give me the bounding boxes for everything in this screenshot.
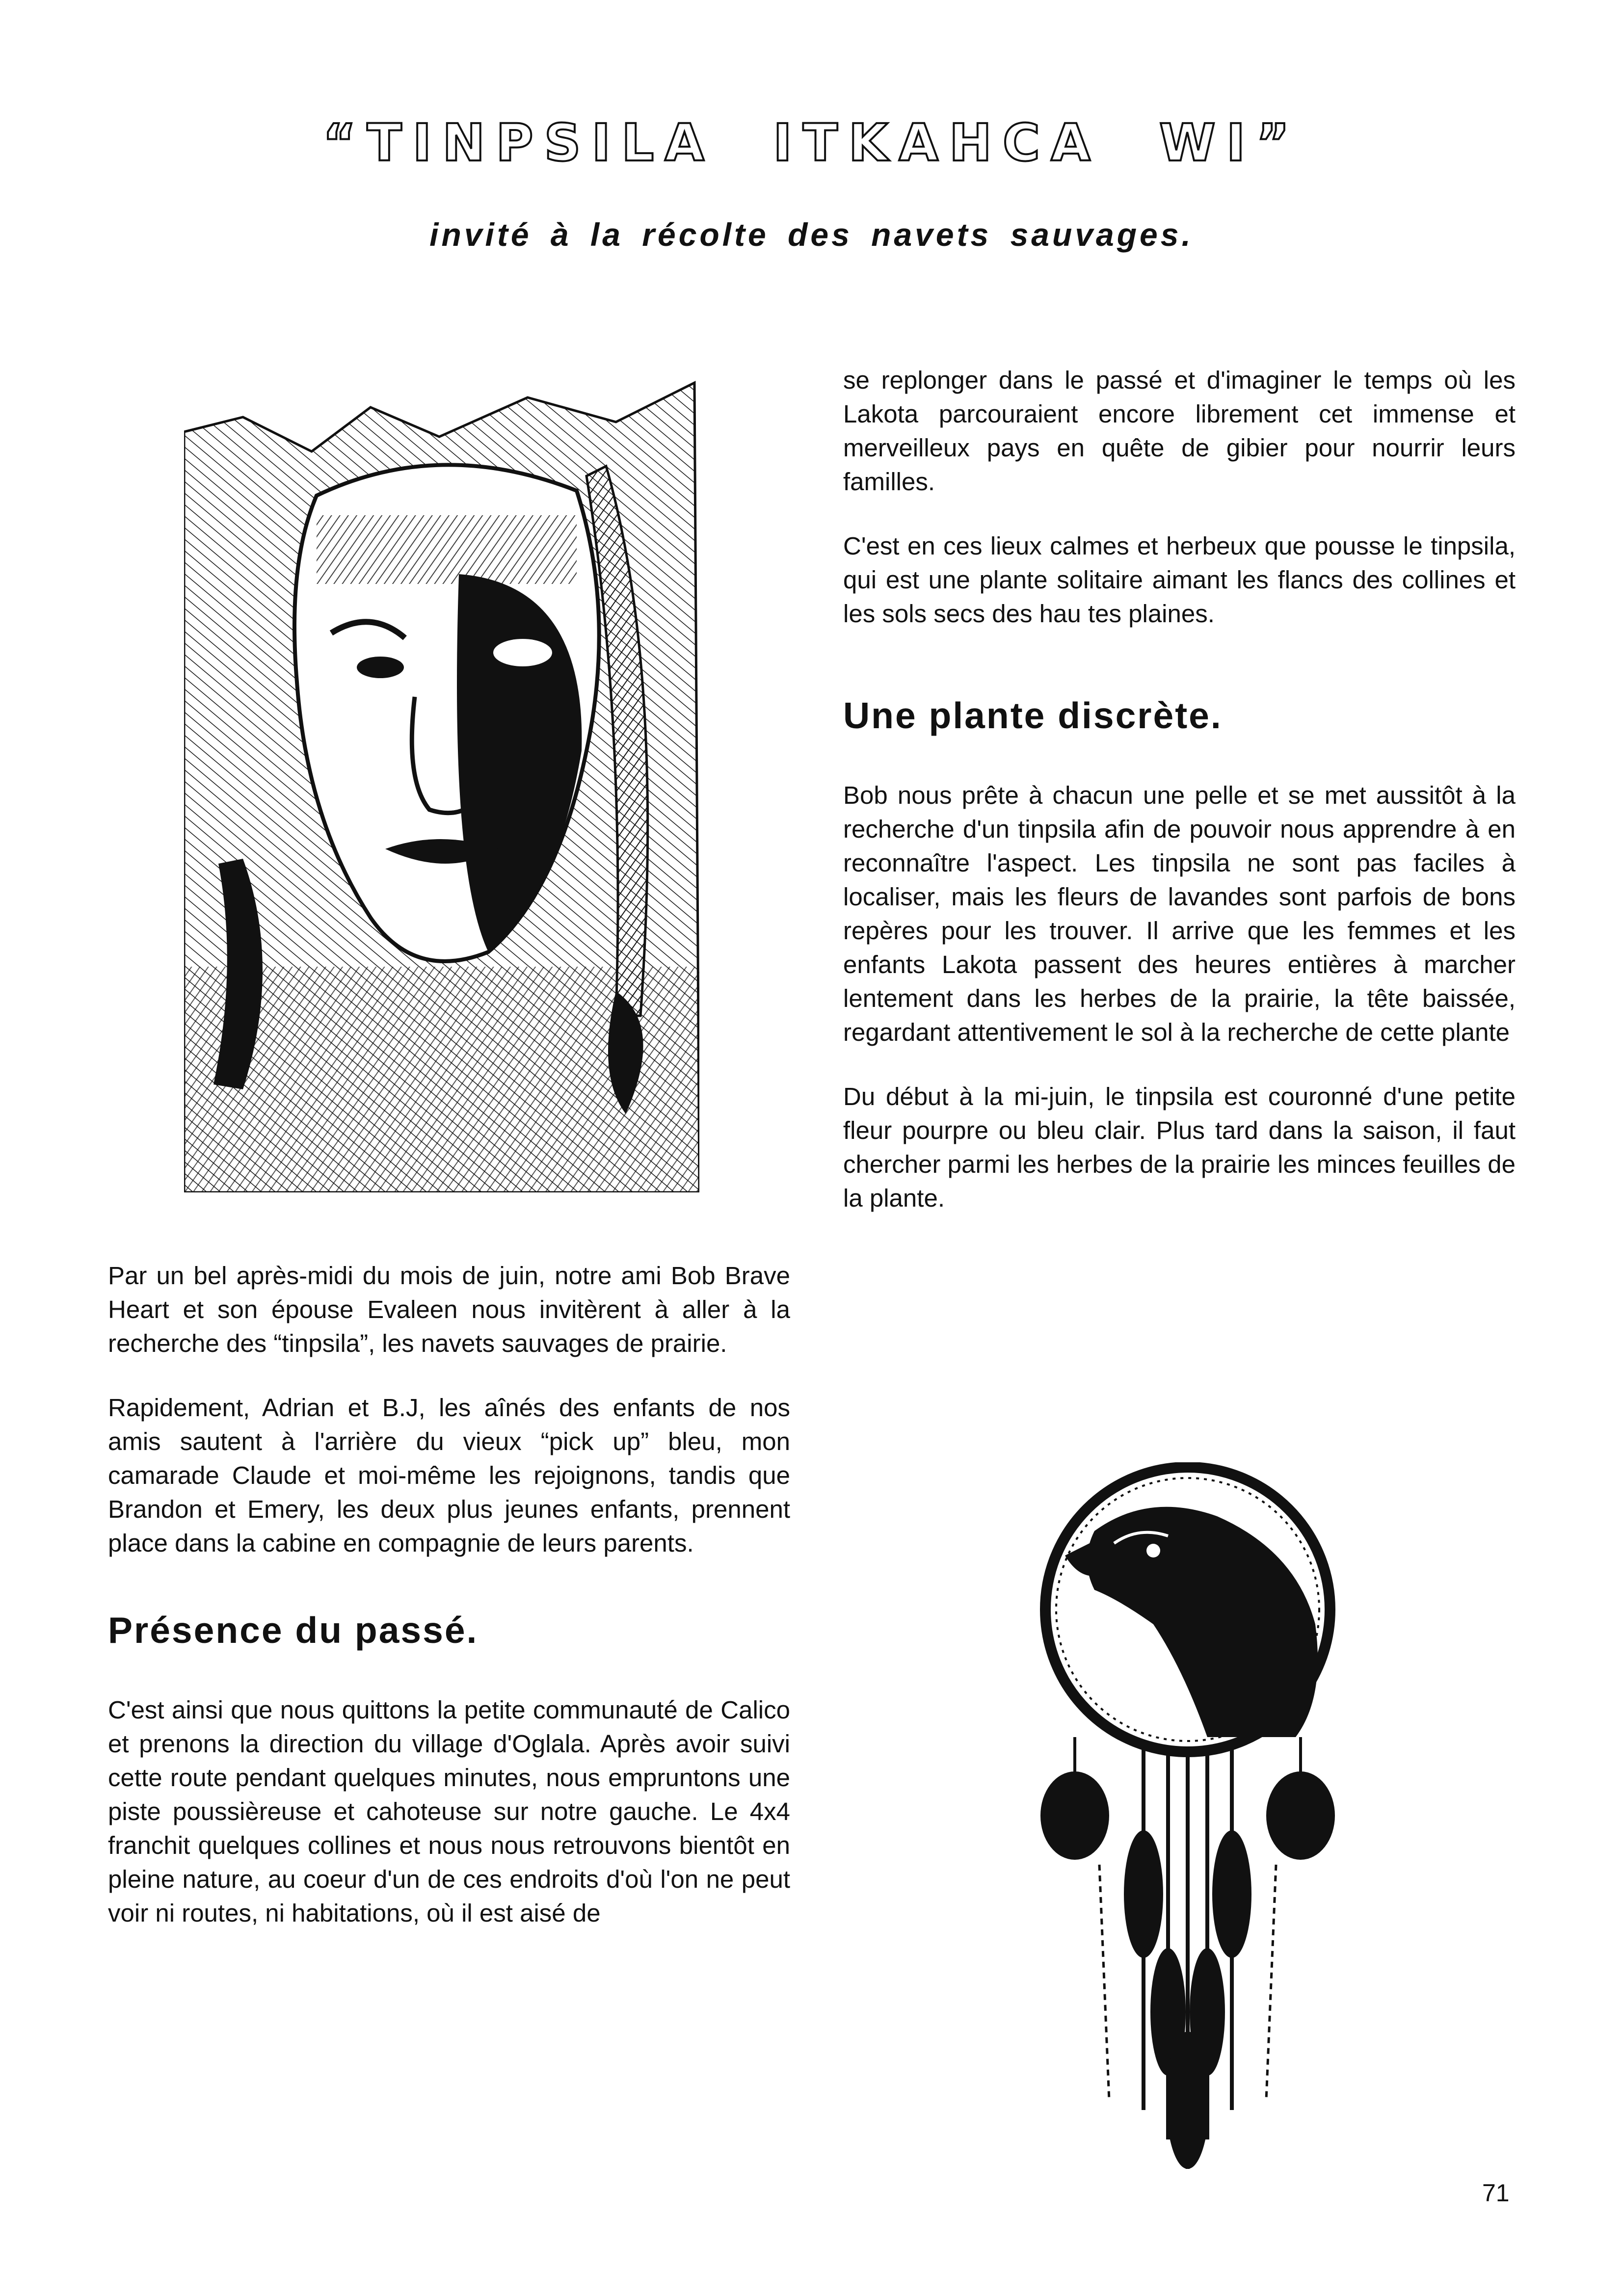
portrait-drawing: [184, 378, 699, 1192]
paragraph: Du début à la mi-juin, le tinpsila est couronné d'une petite fleur pourpre ou bleu clair. Plus tard dans la saison, il faut chercher parmi les herbes de la prairie les minces feuilles de la plante.: [843, 1082, 1516, 1212]
section-heading: Présence du passé.: [108, 1610, 479, 1651]
right-column: [843, 363, 1516, 1215]
left-column: [108, 1259, 790, 1930]
section-heading: Une plante discrète.: [843, 695, 1223, 736]
paragraph: Bob nous prête à chacun une pelle et se met aussitôt à la recherche d'un tinpsila afin de pouvoir nous apprendre à en reconnaître l'aspect. Les tinpsila ne sont pas faciles à localiser, mais les fleurs de lavandes sont parfois de bons repères pour les trouver. Il arrive que les femmes et les enfants Lakota passent des heures entières à marcher lentement dans les herbes de la prairie, la tête baissée, regardant attentivement le sol à la recherche de cette plante: [843, 781, 1516, 1046]
portrait-illustration: [184, 378, 699, 1192]
paragraph: Par un bel après-midi du mois de juin, notre ami Bob Brave Heart et son épouse Evaleen nous invitèrent à aller à la recherche des “tinpsila”, les navets sauvages de prairie.: [108, 1262, 790, 1357]
paragraph: C'est en ces lieux calmes et herbeux que pousse le tinpsila, qui est une plante solitaire aimant les flancs des collines et les sols secs des hau tes plaines.: [843, 532, 1516, 628]
page-number: 71: [1482, 2179, 1510, 2207]
page-subtitle: invité à la récolte des navets sauvages.: [429, 216, 1194, 253]
paragraph: se replonger dans le passé et d'imaginer le temps où les Lakota parcouraient encore librement cet immense et merveilleux pays en quête de gibier pour nourrir leurs familles.: [843, 366, 1516, 496]
page-title: “TINPSILA ITKAHCA WI”: [322, 113, 1301, 173]
eagle-dreamcatcher-illustration: [1021, 1462, 1355, 2189]
eagle-drawing: [1021, 1462, 1355, 2189]
paragraph: C'est ainsi que nous quittons la petite communauté de Calico et prenons la direction du village d'Oglala. Après avoir suivi cette route pendant quelques minutes, nous empruntons une piste poussièreuse et cahoteuse sur notre gauche. Le 4x4 franchit quelques collines et nous nous retrouvons bientôt en pleine nature, au coeur d'un de ces endroits d'où l'on ne peut voir ni routes, ni habitations, où il est aisé de: [108, 1696, 790, 1927]
paragraph: Rapidement, Adrian et B.J, les aînés des enfants de nos amis sautent à l'arrière du vieux “pick up” bleu, mon camarade Claude et moi-même les rejoignons, tandis que Brandon et Emery, les deux plus jeunes enfants, prennent place dans la cabine en compagnie de leurs parents.: [108, 1394, 790, 1557]
